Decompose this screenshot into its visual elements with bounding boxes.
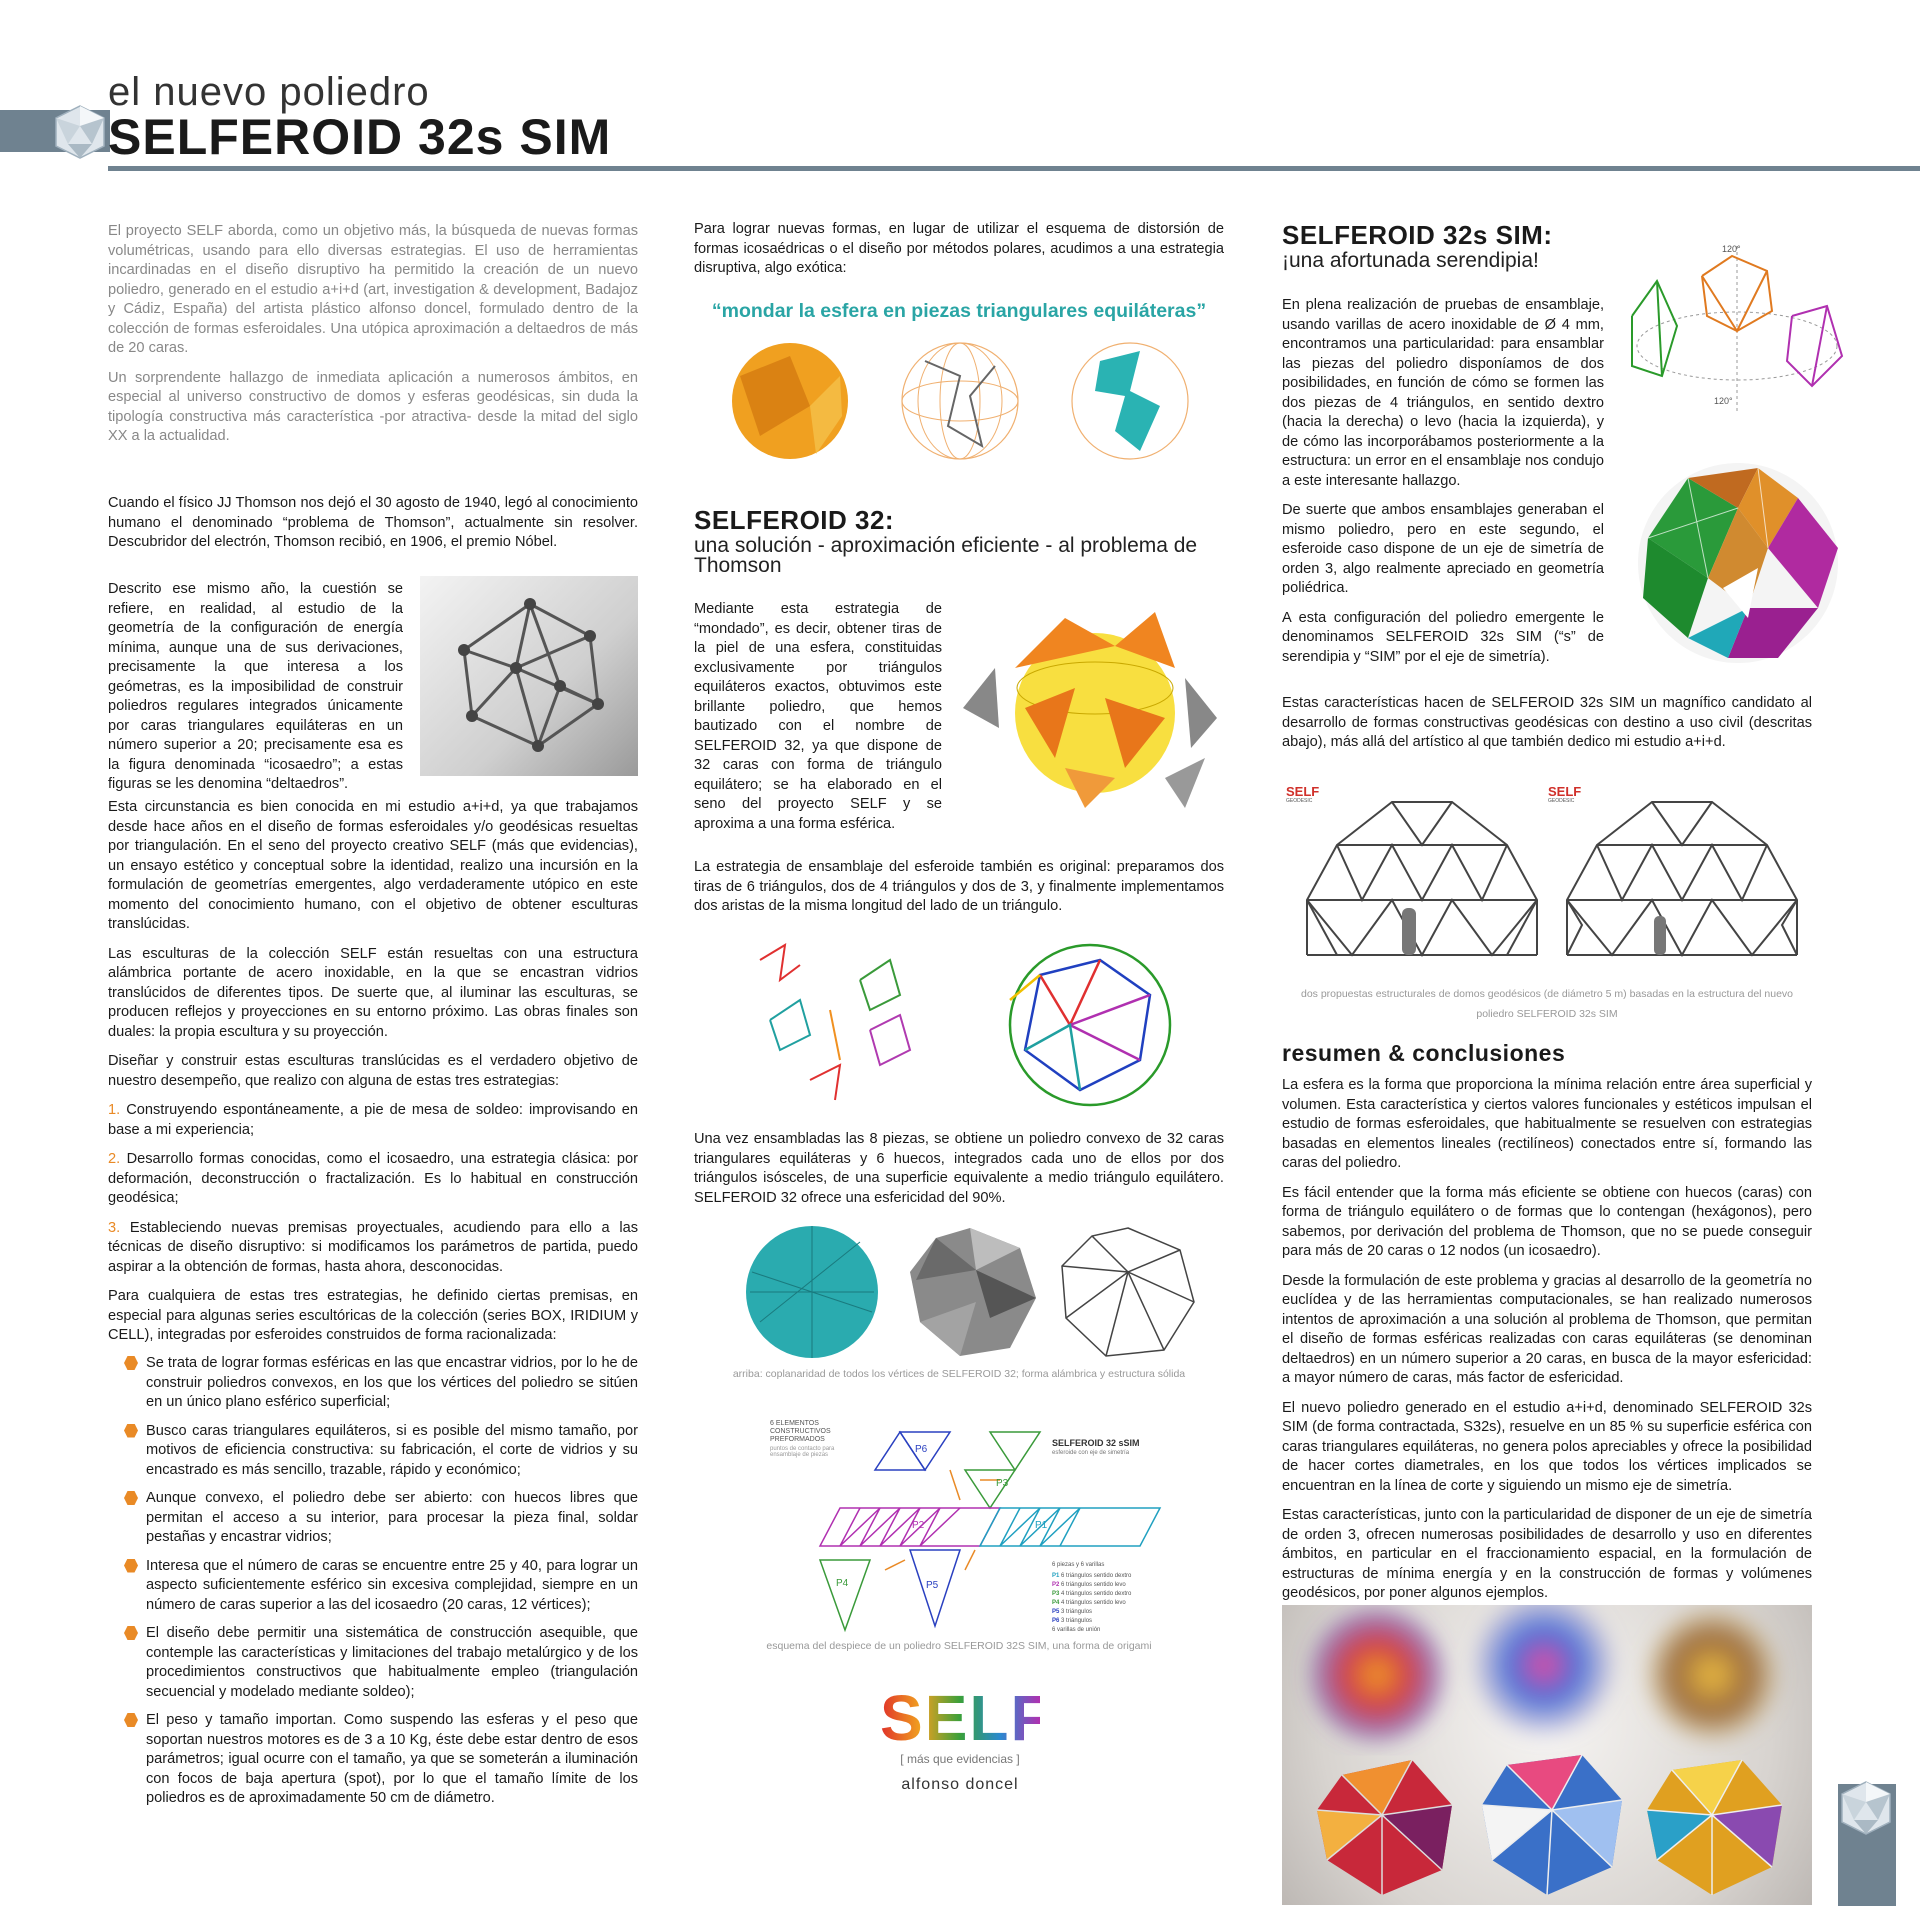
legend-key: P6 — [1052, 1618, 1060, 1624]
result-paragraph — [694, 1130, 1224, 1218]
diagram-left-label: 6 ELEMENTOS CONSTRUCTIVOS PREFORMADOS — [770, 1420, 831, 1443]
column-1-body — [108, 494, 638, 563]
self-logo — [880, 1682, 1052, 1794]
thomson-paragraph — [108, 580, 403, 805]
piece-label: P4 — [836, 1578, 849, 1589]
candidate-paragraph — [1282, 694, 1812, 763]
glass-sphere-amber-icon — [1647, 1760, 1782, 1895]
strategy-item — [108, 1101, 638, 1140]
paragraph: Para cualquiera de estas tres estrategias, he definido ciertas premisas, en especial para algunas series escultóricas de la colección (series BOX, IRIDIUM y CELL), integradas por esferoides construidos de forma racionalizada: — [108, 1288, 638, 1343]
paragraph: Esta circunstancia es bien conocida en mi estudio a+i+d, ya que trabajamos desde hace años en el diseño de formas esferoidales y/o geodésicas resueltas por triangulación. En el seno del proyecto creativo SELF (más que evidencias), un ensayo estético y conceptual sobre la identidad, realizo una incursión en la formulación de geometrías emergentes, algo verdaderamente utópico en este momento del conocimiento humano, con el objetivo de obtener esculturas translúcidas. — [108, 799, 638, 932]
paragraph: En plena realización de pruebas de ensamblaje, usando varillas de acero inoxidable de Ø 4 mm, encontramos una particularidad: para ensamblar las piezas del poliedro disponíamos de dos posibilidades, en función de cómo se formen las dos piezas de 4 triángulos, en sentido dextro (hacia la derecha) o levo (hacia la izquierda), y de cómo las incorporábamos posteriormente a la estructura: un error en el ensamblaje nos condujo a este interesante hallazgo. — [1282, 297, 1604, 489]
legend-desc: 3 triángulos — [1061, 1609, 1093, 1615]
peeled-sphere-figures — [720, 336, 1200, 466]
polyhedron-logo-icon — [52, 104, 108, 160]
strategy-number: 2. — [108, 1151, 121, 1167]
paragraph: Descrito ese mismo año, la cuestión se refiere, en realidad, al estudio de la geometría de la configuración de energía mínima, aunque una de sus derivaciones, precisamente la que interesa a los geómetras, es la imposibilidad de construir poliedros regulares integrados únicamente por caras triangulares equiláteras en un número superior a 20; precisamente esa es la figura denominada “icosaedro”; a estas figuras se les denomina “deltaedros”. — [108, 581, 403, 792]
legend-desc: 6 triángulos sentido levo — [1061, 1582, 1126, 1588]
diagram-left-sublabel: puntos de contacto para ensamblaje de piezas — [770, 1446, 835, 1458]
list-item: El diseño debe permitir una sistemática de construcción asequible, que contemple las características y limitaciones del trabajo metalúrgico y de los procedimientos constructivos que habitualmente empleo (triangulación secuencial y modelado mediante soldeo); — [124, 1624, 638, 1702]
stained-glass-spheres-photo — [1282, 1605, 1812, 1905]
strategy-item — [108, 1219, 638, 1278]
dome-logo-sublabel: GEODESIC — [1286, 798, 1313, 804]
assembly-pieces-figure — [740, 940, 1200, 1110]
polyhedron-logo-icon — [1838, 1780, 1894, 1836]
paragraph: Es fácil entender que la forma más eficiente se obtiene con huecos (caras) con forma de triángulo equilátero o de formas que lo contengan (hexágonos), pero sabemos, por derivación del problema de Thomson, que no se puede conseguir para más de 20 caras o 12 nodos (un icosaedro). — [1282, 1184, 1812, 1259]
legend-desc: 4 triángulos sentido levo — [1061, 1600, 1126, 1606]
selferoid-32-heading-block — [694, 505, 1224, 576]
angle-label: 120° — [1722, 244, 1741, 254]
wire-sphere-icon — [902, 343, 1018, 459]
teal-sphere-icon — [1072, 343, 1188, 459]
strategy-text: Construyendo espontáneamente, a pie de mesa de soldeo: improvisando en base a mi experiencia; — [108, 1102, 638, 1138]
list-item: Se trata de lograr formas esféricas en las que encastrar vidrios, por lo he de construir poliedros convexos, en los que los vértices del poliedro se sitúen en un único plano esférico superficial; — [124, 1354, 638, 1413]
human-scale-figure — [1402, 908, 1416, 955]
paragraph: Estas características, junto con la particularidad de disponer de un eje de simetría de orden 3, ofrecen numerosas posibilidades de desarrollo y uso en diferentes ámbitos, en particular en el fraccionamiento espacial, en la formulación de estructuras de mínima energía y en la construcción de formas y volúmenes geodésicos, por poner algunos ejemplos. — [1282, 1507, 1812, 1601]
serendipia-text — [1282, 296, 1604, 677]
strategy-text: Desarrollo formas conocidas, como el icosaedro, una estrategia clásica: por deformación, deconstrucción o fractalización. Es lo habitual en construcción geodésica; — [108, 1151, 638, 1206]
pull-quote: “mondar la esfera en piezas triangulares equiláteras” — [711, 300, 1207, 322]
glass-sphere-blue-icon — [1482, 1755, 1622, 1895]
paragraph: Diseñar y construir estas esculturas translúcidas es el verdadero objetivo de nuestro desempeño, que realizo con alguna de estas tres estrategias: — [108, 1053, 638, 1089]
unfolding-diagram — [770, 1420, 1170, 1638]
list-item: Interesa que el número de caras se encuentre entre 25 y 40, para lograr un aspecto suficientemente esférico sin excesiva complejidad, siempre en un número de caras superior a las del icosaedro (20 caras, 12 vértices); — [124, 1557, 638, 1616]
exploded-polyhedron-figure — [955, 598, 1225, 828]
section-subheading: una solución - aproximación eficiente - al problema de Thomson — [694, 534, 1198, 577]
legend-key: P1 — [1052, 1573, 1060, 1579]
column-1-body-continued — [108, 798, 638, 1356]
list-item: El peso y tamaño importan. Como suspendo las esferas y el peso que soportan nuestros motores es de 3 a 10 Kg, éste debe estar dentro de esos parámetros; igual ocurre con el tamaño, ya que se someterán a iluminación con focos de baja apertura (spot), por lo que el tamaño límite de los poliedros es de aproximadamente 50 cm de diámetro. — [124, 1711, 638, 1809]
intro-paragraph: El proyecto SELF aborda, como un objetivo más, la búsqueda de nuevas formas volumétricas, usando para ello diversas estrategias. El uso de herramientas incardinadas en el diseño disruptivo ha permitido la creación de un nuevo poliedro, generado en el estudio a+i+d (art, investigation & development, Badajoz y Cádiz, España) del artista plástico alfonso doncel, formulado dentro de la colección de formas esferoidales. Una utópica aproximación a deltaedros de más de 20 caras. — [108, 223, 638, 356]
three-spheres-figure — [740, 1222, 1200, 1362]
diagram-caption: esquema del despiece de un poliedro SELFEROID 32S SIM, una forma de origami — [766, 1640, 1152, 1652]
paragraph: Estas características hacen de SELFEROID 32s SIM un magnífico candidato al desarrollo de formas constructivas geodésicas con destino a uso civil (descritas abajo), más allá del artístico al que también dedico mi estudio a+i+d. — [1282, 695, 1812, 750]
piece-label: P3 — [996, 1478, 1009, 1489]
geodesic-dome-1-icon — [1307, 802, 1537, 955]
orange-sphere-icon — [732, 343, 848, 459]
wire-polyhedron-icon — [1062, 1228, 1194, 1356]
list-item: Aunque convexo, el poliedro debe ser abierto: con huecos libres que permitan el acceso a su interior, para procesar la pieza final, soldar pestañas y encastrar vidrios; — [124, 1489, 638, 1548]
solid-grey-polyhedron-icon — [910, 1228, 1036, 1356]
paragraph: El nuevo poliedro generado en el estudio a+i+d, denominado SELFEROID 32s SIM (de forma contractada, S32s), resuelve en un 85 % su superficie esférica con caras triangulares equiláteras, no genera polos apreciables y ofrece la posibilidad de hacer cortes diametrales, en los que todos los vértices implicados se encuentran en la línea de corte y siguiendo un mismo eje de simetría. — [1282, 1399, 1812, 1494]
dome-logo-label: SELF — [1548, 784, 1582, 799]
author-name: alfonso doncel — [901, 1776, 1019, 1793]
header-rule — [108, 166, 1920, 171]
legend-title: 6 piezas y 6 varillas — [1052, 1562, 1105, 1568]
section-heading: SELFEROID 32: — [694, 505, 895, 535]
section-heading: resumen & conclusiones — [1282, 1040, 1566, 1066]
piece-label: P1 — [1035, 1520, 1048, 1531]
intro-paragraph: Un sorprendente hallazgo de inmediata aplicación a numerosos ámbitos, en especial al universo constructivo de domos y esferas geodésicas, sin duda la tipología constructiva más característica -por atractiva- desde la mitad del siglo XX a la actualidad. — [108, 369, 638, 444]
intro-text — [108, 222, 638, 457]
strategy-number: 3. — [108, 1219, 121, 1236]
human-scale-figure — [1654, 916, 1666, 955]
paragraph: A esta configuración del poliedro emergente le denominamos SELFEROID 32s SIM (“s” de serendipia y “SIM” por el eje de simetría). — [1282, 609, 1604, 665]
paragraph: Mediante esta estrategia de “mondado”, es decir, obtener tiras de la piel de una esfera, constituidas exclusivamente por triángulos equiláteros exactos, obtuvimos este brillante poliedro, que hemos bautizado con el nombre de SELFEROID 32, ya que dispone de 32 caras con forma de triángulo equilátero; se ha elaborado en el seno del proyecto SELF y se aproxima a una forma esférica. — [694, 601, 942, 832]
legend-desc: 4 triángulos sentido dextro — [1061, 1591, 1132, 1597]
column-2-intro — [694, 220, 1224, 289]
diagram-subtitle: esferoide con eje de simetría — [1052, 1450, 1130, 1456]
paragraph: Desde la formulación de este problema y gracias al desarrollo de la geometría no euclídea y de las herramientas computacionales, se han realizado numerosos intentos de aproximación a una solución al problema de Thomson, que permitan el diseño de formas esféricas realizadas con caras equiláteras (se denominan deltaedros) en un número superior a 20 caras, en busca de la mayor esfericidad: a mayor número de caras, más factor de esfericidad. — [1282, 1272, 1812, 1386]
dome-logo-label: SELF — [1286, 784, 1320, 799]
legend-key: P4 — [1052, 1600, 1060, 1606]
header-subtitle: el nuevo poliedro — [108, 70, 430, 114]
legend-key: P2 — [1052, 1582, 1060, 1588]
spheres-caption: arriba: coplanaridad de todos los vértices de SELFEROID 32; forma alámbrica y estructura sólida — [732, 1368, 1186, 1380]
paragraph: Las esculturas de la colección SELF están resueltas con una estructura alámbrica portante de acero inoxidable, en la que se encastran vidrios translúcidos de diferentes tipos. De suerte que, al iluminar las esculturas, se producen reflejos y proyecciones en su entorno próximo. Las obras finales son duales: la propia escultura y su proyección. — [108, 945, 638, 1040]
selferoid-sim-heading-block — [1282, 220, 1642, 271]
glass-sphere-red-icon — [1317, 1760, 1452, 1895]
piece-label: P6 — [915, 1444, 928, 1455]
assembly-paragraph — [694, 858, 1224, 927]
section-heading: SELFEROID 32s SIM: — [1282, 220, 1553, 250]
domes-caption: dos propuestas estructurales de domos geodésicos (de diámetro 5 m) basadas en la estructura del nuevo poliedro SELFEROID 32s SIM — [1300, 988, 1794, 1020]
legend-key: P5 — [1052, 1609, 1060, 1615]
geodesic-dome-2-icon — [1567, 802, 1797, 955]
list-item: Busco caras triangulares equiláteros, si es posible del mismo tamaño, por motivos de eficiencia constructiva: su fabricación, el corte de vidrios y su encastrado es más sencillo, trazable, rápido y económico; — [124, 1422, 638, 1481]
mondado-paragraph — [694, 600, 942, 844]
strategy-number: 1. — [108, 1102, 121, 1118]
strategy-text: Estableciendo nuevas premisas proyectuales, acudiendo para ello a las técnicas de diseño disruptivo: si modificamos los parámetros de partida, puedo aspirar a la obtención de formas, hasta ahora, desconocidas. — [108, 1219, 638, 1275]
diagram-title: SELFEROID 32 sSIM — [1052, 1438, 1140, 1448]
legend-desc: 3 triángulos — [1061, 1618, 1093, 1624]
diagram-legend — [1052, 1572, 1131, 1635]
symmetry-axis-figure — [1622, 236, 1852, 416]
conclusions-text — [1282, 1076, 1812, 1614]
paragraph: Cuando el físico JJ Thomson nos dejó el 30 agosto de 1940, legó al conocimiento humano el denominado “problema de Thomson”, actualmente sin resolver. Descubridor del electrón, Thomson recibió, en 1906, el premio Nóbel. — [108, 495, 638, 550]
icosahedron-wire-icon — [420, 576, 638, 776]
teal-geodesic-sphere-icon — [746, 1226, 878, 1358]
paragraph: Para lograr nuevas formas, en lugar de utilizar el esquema de distorsión de formas icosaédricas o el diseño por métodos polares, acudimos a una estrategia disruptiva, algo exótica: — [694, 221, 1224, 276]
paragraph: La esfera es la forma que proporciona la mínima relación entre área superficial y volumen. Esta característica y ciertos valores funcionales y estéticos impulsan el estudio de formas esferoidales, que habitualmente se resuelven con estrategias basadas en elementos lineales (rectilíneos) conectados entre sí, formando las caras del poliedro. — [1282, 1077, 1812, 1171]
legend-key: P3 — [1052, 1591, 1060, 1597]
geodesic-domes-figure — [1282, 780, 1812, 980]
dome-logo-sublabel: GEODESIC — [1548, 798, 1575, 804]
legend-desc: 6 varillas de unión — [1052, 1627, 1101, 1633]
paragraph: De suerte que ambos ensamblajes generaban el mismo poliedro, pero en este segundo, el esferoide caso dispone de un eje de simetría de orden 3, algo realmente apreciado en geometría poliédrica. — [1282, 502, 1604, 596]
sim-polyhedron-figure — [1628, 458, 1848, 668]
legend-desc: 6 triángulos sentido dextro — [1061, 1573, 1132, 1579]
icosahedron-sculpture-photo — [420, 576, 638, 776]
self-logo-text: SELF — [880, 1682, 1052, 1754]
premises-list — [124, 1354, 638, 1818]
piece-label: P2 — [912, 1520, 925, 1531]
colored-wire-polyhedron-icon — [1010, 945, 1170, 1105]
strategy-item — [108, 1150, 638, 1209]
self-logo-tagline: [ más que evidencias ] — [900, 1752, 1020, 1766]
angle-label: 120° — [1714, 396, 1733, 406]
paragraph: La estrategia de ensamblaje del esferoide también es original: preparamos dos tiras de 6 triángulos, dos de 4 triángulos y dos de 3, y finalmente implementamos dos aristas de la misma longitud del lado de un triángulo. — [694, 859, 1224, 914]
page-title: SELFEROID 32s SIM — [108, 109, 612, 165]
section-subheading: ¡una afortunada serendipia! — [1282, 249, 1539, 272]
paragraph: Una vez ensambladas las 8 piezas, se obtiene un poliedro convexo de 32 caras triangulares equiláteras y 6 huecos, integrados cada uno de ellos por dos triángulos isósceles, de una superficie equivalente a medio triángulo equilátero. SELFEROID 32 ofrece una esfericidad del 90%. — [694, 1131, 1224, 1206]
piece-label: P5 — [926, 1580, 939, 1591]
